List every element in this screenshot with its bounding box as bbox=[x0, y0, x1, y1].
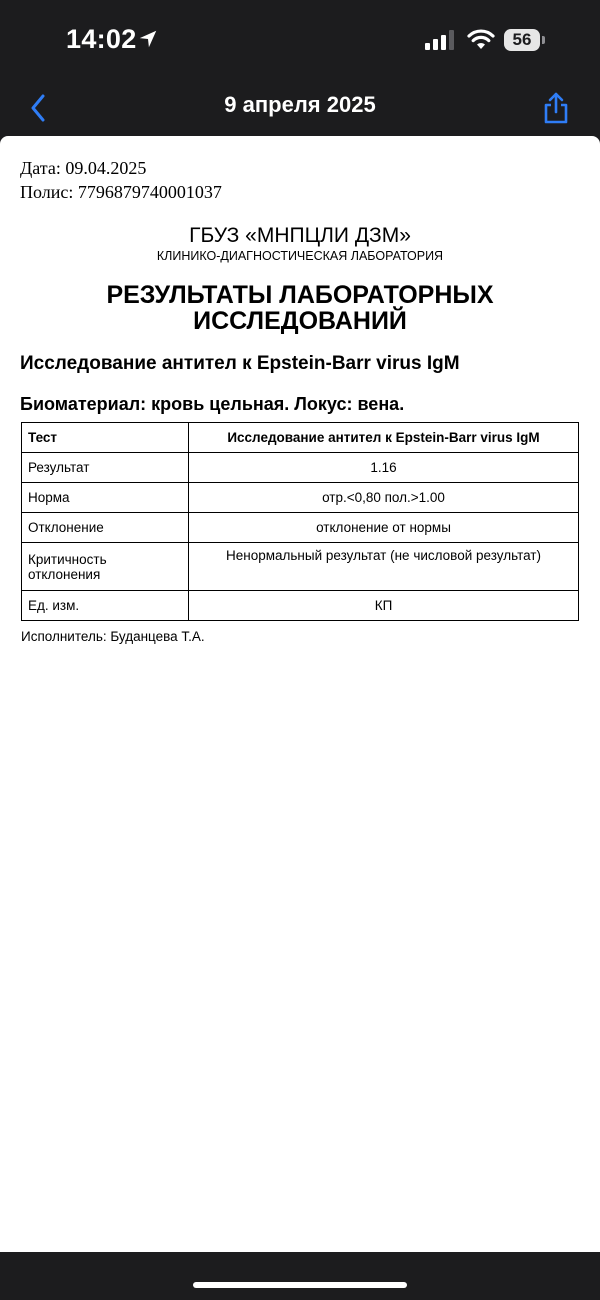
home-indicator[interactable] bbox=[193, 1282, 407, 1288]
cellular-signal-icon bbox=[425, 30, 457, 50]
report-title-line-1: РЕЗУЛЬТАТЫ ЛАБОРАТОРНЫХ bbox=[106, 281, 494, 309]
organization-subtitle: КЛИНИКО-ДИАГНОСТИЧЕСКАЯ ЛАБОРАТОРИЯ bbox=[156, 249, 444, 263]
header-cell-test: Тест bbox=[22, 423, 189, 453]
row-label: Результат bbox=[22, 453, 189, 483]
report-title bbox=[0, 282, 600, 334]
report-title-line-2: ИССЛЕДОВАНИЙ bbox=[193, 307, 407, 335]
results-table bbox=[21, 422, 579, 621]
row-value: Ненормальный результат (не числовой результат) bbox=[189, 543, 579, 591]
row-label: Отклонение bbox=[22, 513, 189, 543]
biomaterial-info: Биоматериал: кровь цельная. Локус: вена. bbox=[20, 394, 405, 414]
row-value: отр.<0,80 пол.>1.00 bbox=[189, 483, 579, 513]
lab-report-document bbox=[0, 136, 600, 1252]
row-value: отклонение от нормы bbox=[189, 513, 579, 543]
table-row bbox=[22, 453, 579, 483]
organization-name: ГБУЗ «МНПЦЛИ ДЗМ» bbox=[189, 224, 411, 247]
study-title: Исследование антител к Epstein-Barr virus IgM bbox=[20, 353, 460, 374]
location-arrow-icon bbox=[137, 28, 159, 50]
row-label: Ед. изм. bbox=[22, 591, 189, 621]
battery-tip bbox=[542, 36, 545, 44]
page-title: 9 апреля 2025 bbox=[224, 92, 376, 117]
status-bar bbox=[0, 0, 600, 80]
row-label: Норма bbox=[22, 483, 189, 513]
battery-indicator bbox=[504, 29, 540, 51]
share-icon bbox=[542, 92, 570, 124]
wifi-icon bbox=[466, 27, 496, 51]
executor-signature-line: Исполнитель: Буданцева Т.А. bbox=[21, 629, 205, 644]
report-date: Дата: 09.04.2025 bbox=[20, 158, 147, 178]
table-header-row bbox=[22, 423, 579, 453]
policy-number: Полис: 7796879740001037 bbox=[20, 182, 222, 202]
table-row bbox=[22, 513, 579, 543]
table-row bbox=[22, 543, 579, 591]
row-value: 1.16 bbox=[189, 453, 579, 483]
battery-level: 56 bbox=[512, 30, 532, 49]
row-label: Критичность отклонения bbox=[22, 543, 189, 591]
status-time: 14:02 bbox=[66, 24, 137, 54]
nav-bar bbox=[0, 80, 600, 136]
header-cell-study: Исследование антител к Epstein-Barr virus IgM bbox=[189, 423, 579, 453]
table-row bbox=[22, 483, 579, 513]
share-button[interactable] bbox=[538, 88, 574, 128]
row-value: КП bbox=[189, 591, 579, 621]
table-row bbox=[22, 591, 579, 621]
